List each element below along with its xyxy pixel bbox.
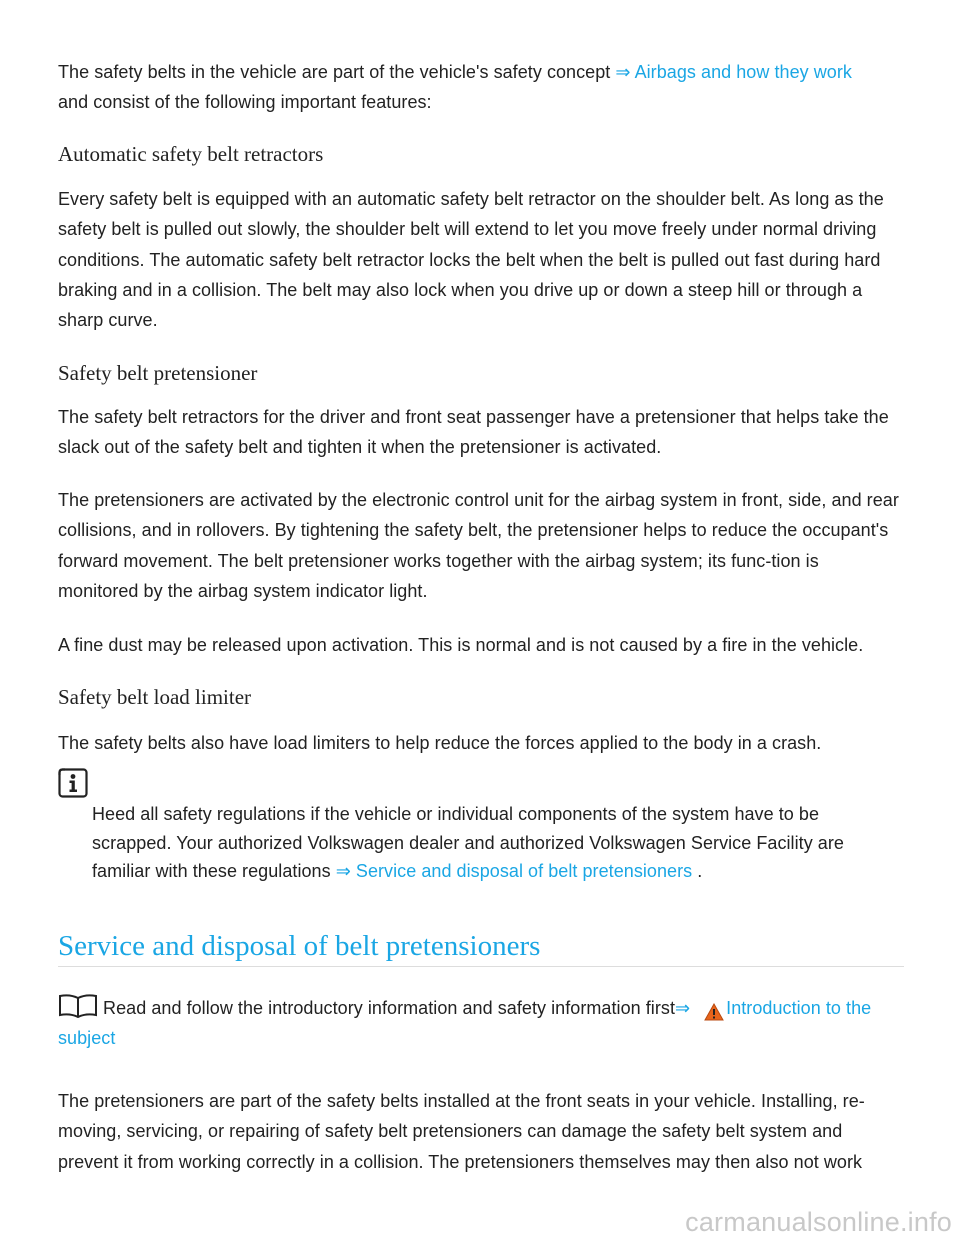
airbags-link[interactable]: ⇒ Airbags and how they work	[615, 62, 852, 82]
note-text: Heed all safety regulations if the vehicle or individual components of the system have to be scrapped. Your authorized Volkswagen dealer and authorized Volkswagen Service Facility are familiar with these regulations	[92, 804, 844, 881]
note-end: .	[692, 861, 703, 881]
pretensioner-heading: Safety belt pretensioner	[58, 361, 258, 385]
service-paragraph	[58, 1086, 904, 1177]
pretensioner-paragraph-1	[58, 402, 904, 463]
load-limiter-heading: Safety belt load limiter	[58, 685, 252, 709]
load-limiter-body: The safety belts also have load limiters to help reduce the forces applied to the body in a crash.	[58, 733, 822, 753]
pretensioner-body-1: The safety belt retractors for the driver and front seat passenger have a pretensioner that helps take the slack out of the safety belt and tighten it when the pretensioner is activated.	[58, 407, 889, 458]
watermark: carmanualsonline.info	[685, 1207, 952, 1237]
service-section-title: Service and disposal of belt pretensioners	[58, 926, 904, 967]
retractor-paragraph	[58, 184, 904, 335]
load-limiter-paragraph	[58, 728, 821, 758]
service-disposal-link[interactable]: ⇒ Service and disposal of belt pretensioners	[335, 861, 693, 881]
introduction-link[interactable]: Introduction to the subject	[58, 998, 872, 1049]
note-block	[92, 800, 902, 886]
intro-paragraph	[58, 57, 852, 118]
book-icon	[58, 994, 98, 1018]
retractor-body: Every safety belt is equipped with an automatic safety belt retractor on the shoulder belt. As long as the safety belt is pulled out slowly, the shoulder belt will extend to let you move freely under normal driving conditions. The automatic safety belt retractor locks the belt when the belt is pulled out fast during hard braking and in a collision. The belt may also lock when you drive up or down a steep hill or through a sharp curve.	[58, 189, 884, 331]
warning-icon	[704, 1000, 724, 1018]
pretensioner-body-2: The pretensioners are activated by the electronic control unit for the airbag system in front, side, and rear collisions, and in rollovers. By tightening the safety belt, the pretensioner helps to reduce the occupant's forward movement. The belt pretensioner works together with the airbag system; its func-tion is monitored by the airbag system indicator light.	[58, 490, 899, 601]
info-icon	[58, 768, 88, 798]
pretensioner-body-3: A fine dust may be released upon activation. This is normal and is not caused by a fire in the vehicle.	[58, 635, 864, 655]
pretensioner-paragraph-3	[58, 630, 863, 660]
retractor-heading: Automatic safety belt retractors	[58, 142, 324, 166]
read-first-arrow[interactable]: ⇒	[675, 998, 691, 1018]
read-first-text: Read and follow the introductory information and safety information first	[98, 998, 675, 1018]
pretensioner-paragraph-2	[58, 485, 904, 606]
service-body: The pretensioners are part of the safety belts installed at the front seats in your vehicle. Installing, re-moving, servicing, or repairing of safety belt pretensioners can damage the safety belt system and prevent it from working correctly in a collision. The pretensioners themselves may then also not work	[58, 1091, 865, 1172]
read-first-line	[58, 993, 904, 1054]
intro-text-continued: and consist of the following important features:	[58, 92, 432, 113]
intro-text: The safety belts in the vehicle are part of the vehicle's safety concept	[58, 62, 616, 82]
